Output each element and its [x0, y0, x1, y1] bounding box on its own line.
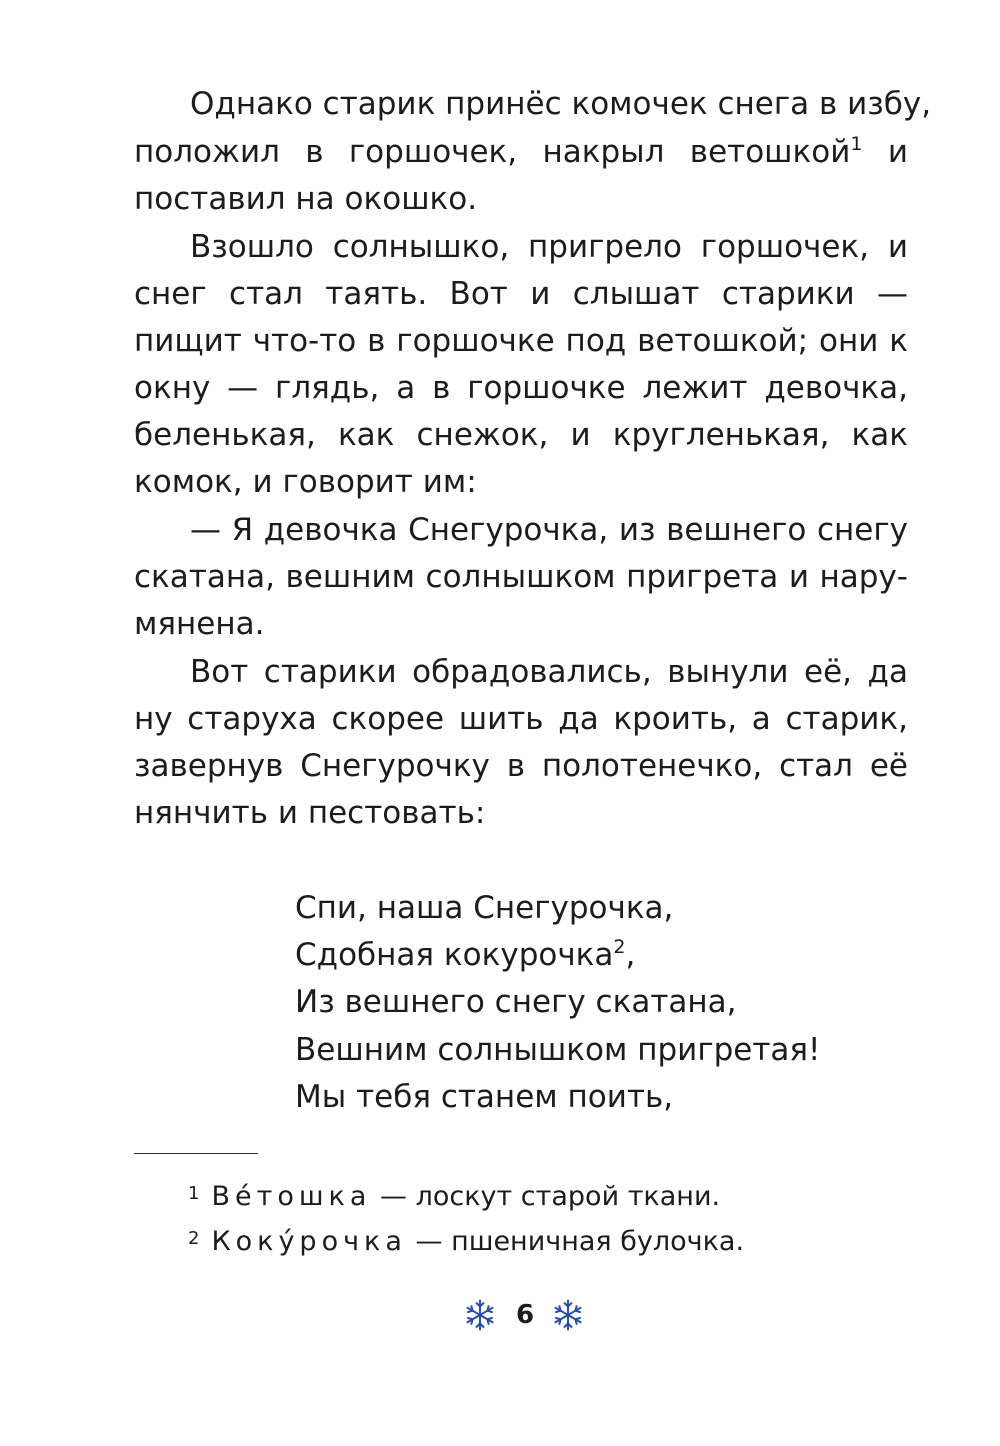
poem-line-2: [295, 937, 635, 973]
paragraph-2-line-5: беленькая, как снежок, и кругленькая, как: [134, 417, 908, 453]
footnote-ref-1: 1: [850, 133, 863, 155]
snowflake-icon: [463, 1298, 497, 1332]
paragraph-3-line-4: нянчить и пестовать:: [134, 795, 486, 831]
paragraph-2-line-4: окну — глядь, а в горшочке лежит девочка,: [134, 370, 908, 406]
poem-line-1: Спи, наша Снегурочка,: [295, 890, 674, 926]
page-footer: [455, 1296, 595, 1336]
poem-line-4: Вешним солнышком пригретая!: [295, 1032, 821, 1068]
footnote-1-definition: — лоскут старой ткани.: [380, 1181, 721, 1212]
footnote-1-term: Ве́тошка: [211, 1181, 372, 1212]
footnote-2-definition: — пшеничная булочка.: [415, 1226, 745, 1257]
footnote-divider: [134, 1153, 258, 1154]
snowflake-icon: [551, 1298, 585, 1332]
footnote-2-term: Коку́рочка: [211, 1226, 407, 1257]
footnote-ref-2: 2: [613, 936, 626, 958]
speech-line-3: мянена.: [134, 606, 265, 642]
paragraph-3-line-1: Вот старики обрадовались, вынули её, да: [190, 654, 908, 690]
footnote-2-number: 2: [188, 1228, 200, 1249]
poem-line-5: Мы тебя станем поить,: [295, 1079, 674, 1115]
poem-line-3: Из вешнего снегу скатана,: [295, 984, 737, 1020]
paragraph-1-line-1: Однако старик принёс комочек снега в избу,: [190, 86, 932, 122]
paragraph-2-line-1: Взошло солнышко, пригрело горшочек, и: [190, 229, 908, 265]
footnote-1: [188, 1178, 720, 1213]
paragraph-3-line-2: ну старуха скорее шить да кроить, а старик,: [134, 701, 908, 737]
speech-line-1: — Я девочка Снегурочка, из вешнего снегу: [190, 512, 908, 548]
paragraph-2-line-2: снег стал таять. Вот и слышат старики —: [134, 276, 908, 312]
page-number: 6: [515, 1300, 535, 1330]
poem-line-2-comma: ,: [625, 937, 636, 973]
paragraph-1-line-3: поставил на окошко.: [134, 181, 478, 217]
paragraph-1-line-2-end: и: [887, 134, 908, 170]
paragraph-1-line-2: [134, 134, 908, 170]
poem-line-2-text: Сдобная кокурочка: [295, 937, 614, 973]
paragraph-2-line-3: пищит что-то в горшочке под ветошкой; они к: [134, 323, 908, 359]
footnote-2: [188, 1223, 744, 1258]
footnote-1-number: 1: [188, 1183, 200, 1204]
paragraph-3-line-3: завернув Снегурочку в полотенечко, стал её: [134, 748, 908, 784]
paragraph-2-line-6: комок, и говорит им:: [134, 464, 477, 500]
speech-line-2: скатана, вешним солнышком пригрета и нару-: [134, 559, 908, 595]
paragraph-1-line-2-text: положил в горшочек, накрыл ветошкой: [134, 134, 851, 170]
